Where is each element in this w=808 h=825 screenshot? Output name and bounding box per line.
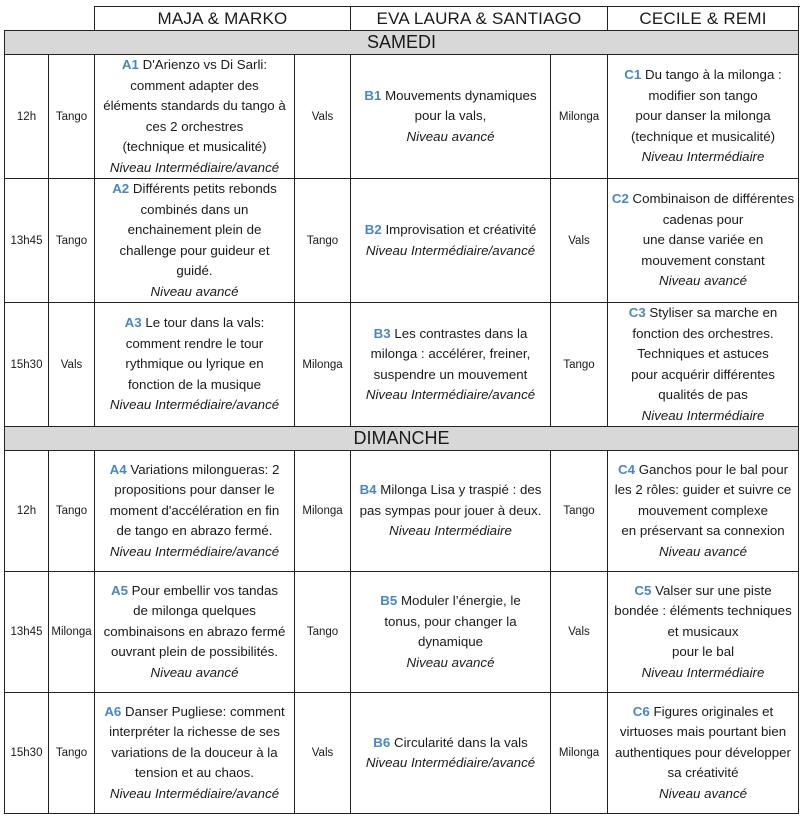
dance-style: Tango — [49, 55, 95, 179]
teacher-header-2: EVA LAURA & SANTIAGO — [351, 7, 608, 31]
class-description-cell — [95, 693, 295, 814]
class-level: Niveau Intermédiaire — [641, 664, 765, 680]
class-level: Niveau avancé — [150, 664, 239, 680]
dance-style: Vals — [551, 572, 608, 693]
time-slot-row — [5, 179, 799, 303]
class-description-cell — [608, 572, 799, 693]
class-description: Danser Pugliese: comment interpréter la richesse de ses variations de la douceur à la tension et au chaos. — [109, 703, 285, 781]
time-slot-row — [5, 55, 799, 179]
class-description: Improvisation et créativité — [381, 222, 537, 237]
class-description-cell — [608, 451, 799, 572]
class-level: Niveau Intermédiaire/avancé — [109, 543, 280, 559]
class-description: Le tour dans la vals: comment rendre le tour rythmique ou lyrique en fonction de la musique — [125, 315, 265, 392]
dance-style: Vals — [49, 303, 95, 427]
class-code: A6 — [104, 703, 122, 719]
day-band — [5, 31, 799, 55]
dance-style: Milonga — [49, 572, 95, 693]
dance-style: Tango — [551, 303, 608, 427]
class-level: Niveau Intermédiaire/avancé — [365, 755, 536, 770]
class-level: Niveau Intermédiaire/avancé — [365, 242, 536, 258]
class-description-cell — [351, 303, 551, 427]
header-blank-cell — [5, 7, 95, 31]
class-description-cell — [351, 179, 551, 303]
class-description: Du tango à la milonga : modifier son tango pour danser la milonga (technique et musicalité) — [630, 67, 782, 144]
class-code: A1 — [121, 57, 139, 72]
class-description: Mouvements dynamiques pour la vals, — [385, 87, 537, 124]
slot-time: 15h30 — [5, 303, 49, 427]
class-level: Niveau avancé — [406, 128, 495, 144]
class-description-cell — [95, 55, 295, 179]
dance-style: Milonga — [295, 303, 351, 427]
class-code: C5 — [634, 582, 652, 598]
class-code: B3 — [373, 325, 391, 341]
class-level: Niveau avancé — [150, 283, 239, 299]
class-description: Ganchos pour le bal pour les 2 rôles: guider et suivre ce mouvement complexe en préservant sa connexion — [614, 461, 792, 539]
class-code: C3 — [628, 305, 646, 320]
dance-style: Tango — [551, 451, 608, 572]
slot-time: 13h45 — [5, 179, 49, 303]
dance-style: Vals — [295, 55, 351, 179]
class-level: Niveau avancé — [659, 543, 747, 559]
class-level: Niveau avancé — [406, 654, 495, 670]
dance-style: Tango — [295, 179, 351, 303]
class-description: Valser sur une piste bondée : éléments techniques et musicaux pour le bal — [614, 582, 792, 660]
class-description-cell — [608, 693, 799, 814]
dance-style: Tango — [295, 572, 351, 693]
time-slot-row — [5, 451, 799, 572]
class-code: C2 — [611, 191, 629, 207]
teacher-header-row — [5, 7, 799, 31]
time-slot-row — [5, 693, 799, 814]
class-code: A4 — [109, 461, 127, 477]
dance-style: Milonga — [295, 451, 351, 572]
class-description-cell — [95, 572, 295, 693]
class-level: Niveau Intermédiaire — [389, 523, 512, 539]
class-code: B4 — [359, 482, 377, 498]
class-description: Moduler l’énergie, le tonus, pour changer la dynamique — [384, 593, 521, 649]
class-description-cell — [95, 451, 295, 572]
day-title: SAMEDI — [5, 31, 799, 55]
class-description: Circularité dans la vals — [390, 734, 528, 750]
time-slot-row — [5, 303, 799, 427]
dance-style: Tango — [49, 693, 95, 814]
class-level: Niveau Intermédiaire/avancé — [109, 159, 280, 175]
slot-time: 15h30 — [5, 693, 49, 814]
class-description-cell — [95, 303, 295, 427]
class-description-cell — [351, 451, 551, 572]
class-level: Niveau avancé — [659, 273, 747, 289]
class-description: Styliser sa marche en fonction des orchestres. Techniques et astuces pour acquérir différentes qualités de pas — [631, 305, 778, 402]
class-description-cell — [351, 693, 551, 814]
dance-style: Tango — [49, 451, 95, 572]
teacher-header-3: CECILE & REMI — [608, 7, 799, 31]
class-code: B5 — [380, 593, 398, 608]
class-description: Différents petits rebonds combinés dans un enchainement plein de challenge pour guideur et guidé. — [119, 181, 277, 278]
class-description: Combinaison de différentes cadenas pour une danse variée en mouvement constant — [632, 191, 795, 268]
class-code: C1 — [624, 67, 642, 83]
class-description-cell — [351, 55, 551, 179]
dance-style: Milonga — [551, 693, 608, 814]
class-level: Niveau Intermédiaire/avancé — [365, 387, 536, 402]
class-description: D'Arienzo vs Di Sarli: comment adapter des éléments standards du tango à ces 2 orchestres (technique et musicalité) — [103, 57, 286, 154]
dance-style: Vals — [551, 179, 608, 303]
class-level: Niveau avancé — [659, 785, 747, 801]
class-description: Les contrastes dans la milonga : accélérer, freiner, suspendre un mouvement — [370, 325, 531, 382]
class-description-cell — [95, 179, 295, 303]
class-description-cell — [608, 55, 799, 179]
class-code: A2 — [112, 181, 130, 196]
class-code: A5 — [110, 582, 128, 598]
day-title: DIMANCHE — [5, 427, 799, 451]
schedule-table — [4, 6, 799, 814]
slot-time: 12h — [5, 55, 49, 179]
class-code: C4 — [618, 461, 635, 477]
class-description: Figures originales et virtuoses mais pourtant bien authentiques pour développer sa créativité — [615, 703, 791, 781]
dance-style: Vals — [295, 693, 351, 814]
class-level: Niveau Intermédiaire/avancé — [109, 397, 280, 413]
class-description: Variations milongueras: 2 propositions pour danser le moment d'accélération en fin de tango en abrazo fermé. — [109, 461, 280, 539]
slot-time: 12h — [5, 451, 49, 572]
dance-style: Tango — [49, 179, 95, 303]
class-code: C6 — [632, 703, 650, 719]
dance-style: Milonga — [551, 55, 608, 179]
class-level: Niveau Intermédiaire/avancé — [109, 785, 280, 801]
day-band — [5, 427, 799, 451]
class-level: Niveau Intermédiaire — [641, 407, 765, 423]
class-description-cell — [608, 303, 799, 427]
class-description-cell — [608, 179, 799, 303]
teacher-header-1: MAJA & MARKO — [95, 7, 351, 31]
class-description-cell — [351, 572, 551, 693]
class-code: B1 — [364, 87, 382, 103]
class-level: Niveau Intermédiaire — [641, 149, 765, 165]
class-description: Milonga Lisa y traspié : des pas sympas pour jouer à deux. — [359, 482, 542, 518]
class-code: B6 — [373, 734, 391, 750]
slot-time: 13h45 — [5, 572, 49, 693]
time-slot-row — [5, 572, 799, 693]
class-code: A3 — [124, 315, 142, 331]
class-code: B2 — [364, 222, 382, 237]
class-description: Pour embellir vos tandas de milonga quelques combinaisons en abrazo fermé ouvrant plein de possibilités. — [103, 582, 286, 660]
